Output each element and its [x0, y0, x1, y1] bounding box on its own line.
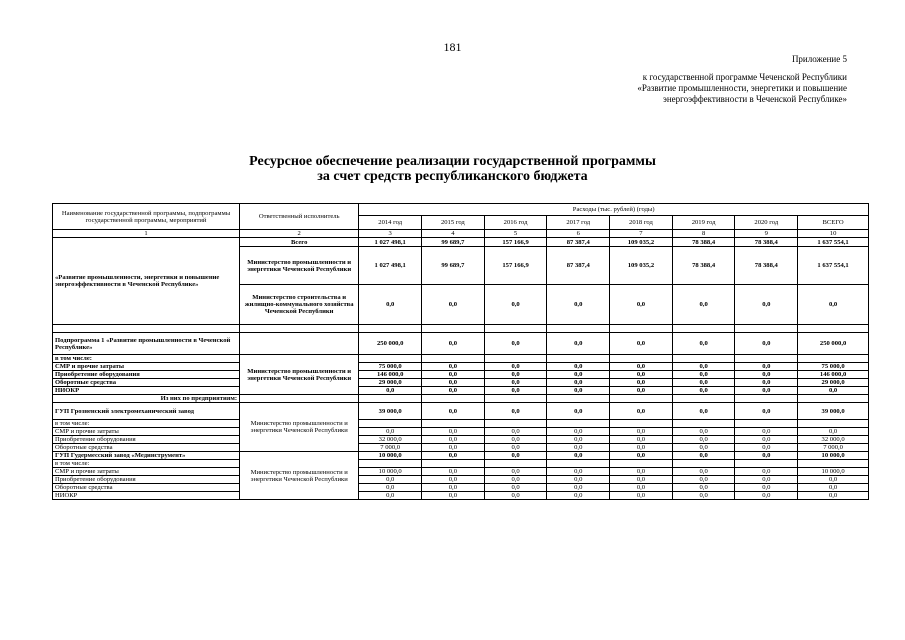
value-cell: 0,0: [610, 363, 673, 371]
value-cell: 0,0: [422, 379, 485, 387]
empty-cell: [547, 395, 610, 403]
value-cell: 0,0: [484, 371, 547, 379]
table-row: [53, 371, 869, 379]
value-cell: 78 388,4: [735, 238, 798, 247]
header-year: 2015 год: [422, 216, 485, 230]
value-cell: 250 000,0: [798, 333, 869, 355]
value-cell: 0,0: [484, 285, 547, 325]
column-number: 10: [798, 230, 869, 238]
column-number: 6: [547, 230, 610, 238]
table-row: [53, 379, 869, 387]
value-cell: [359, 460, 422, 468]
empty-cell: [422, 325, 485, 333]
row-name: Оборотные средства: [53, 484, 240, 492]
column-number: 5: [484, 230, 547, 238]
value-cell: 0,0: [547, 436, 610, 444]
value-cell: 0,0: [672, 403, 735, 420]
header-name: Наименование государственной программы, подпрограммы государственной программы, мероприятий: [53, 204, 240, 230]
value-cell: [735, 460, 798, 468]
value-cell: 0,0: [422, 371, 485, 379]
empty-cell: [240, 325, 359, 333]
empty-cell: [484, 325, 547, 333]
value-cell: 0,0: [422, 387, 485, 395]
value-cell: 0,0: [610, 387, 673, 395]
value-cell: 1 637 554,1: [798, 238, 869, 247]
empty-cell: [610, 325, 673, 333]
value-cell: 0,0: [422, 476, 485, 484]
column-number: 8: [672, 230, 735, 238]
value-cell: 0,0: [547, 403, 610, 420]
value-cell: [735, 355, 798, 363]
value-cell: [422, 420, 485, 428]
value-cell: 39 000,0: [798, 403, 869, 420]
value-cell: 0,0: [735, 333, 798, 355]
column-number: 1: [53, 230, 240, 238]
value-cell: 0,0: [547, 468, 610, 476]
value-cell: 78 388,4: [672, 247, 735, 285]
table-row: [53, 436, 869, 444]
value-cell: 10 000,0: [359, 452, 422, 460]
value-cell: 0,0: [484, 428, 547, 436]
value-cell: 0,0: [735, 363, 798, 371]
table-row: [53, 387, 869, 395]
value-cell: 0,0: [610, 468, 673, 476]
value-cell: 0,0: [422, 452, 485, 460]
value-cell: 0,0: [484, 492, 547, 500]
header-year: ВСЕГО: [798, 216, 869, 230]
title-line: Ресурсное обеспечение реализации государственной программы: [249, 154, 656, 169]
value-cell: 157 166,9: [484, 238, 547, 247]
appendix-subtitle: [527, 72, 847, 105]
value-cell: 0,0: [610, 379, 673, 387]
value-cell: 146 000,0: [359, 371, 422, 379]
value-cell: 0,0: [547, 452, 610, 460]
document-title: [0, 154, 905, 184]
value-cell: 1 027 498,1: [359, 238, 422, 247]
value-cell: [610, 420, 673, 428]
value-cell: 0,0: [422, 484, 485, 492]
executor-cell: Министерство строительства и жилищно-коммунального хозяйства Чеченской Республики: [240, 285, 359, 325]
value-cell: 29 000,0: [359, 379, 422, 387]
value-cell: 0,0: [672, 484, 735, 492]
value-cell: 0,0: [547, 285, 610, 325]
value-cell: [359, 355, 422, 363]
empty-cell: [735, 395, 798, 403]
value-cell: 0,0: [672, 285, 735, 325]
row-name: Приобретение оборудования: [53, 476, 240, 484]
value-cell: [484, 355, 547, 363]
value-cell: 78 388,4: [735, 247, 798, 285]
value-cell: 0,0: [547, 379, 610, 387]
value-cell: 32 000,0: [359, 436, 422, 444]
value-cell: 0,0: [359, 476, 422, 484]
value-cell: 0,0: [547, 428, 610, 436]
row-name: Оборотные средства: [53, 379, 240, 387]
value-cell: 0,0: [484, 476, 547, 484]
table-row: [53, 468, 869, 476]
value-cell: 0,0: [735, 484, 798, 492]
value-cell: 250 000,0: [359, 333, 422, 355]
value-cell: 0,0: [610, 333, 673, 355]
appendix-subtitle-line: «Развитие промышленности, энергетики и повышение: [637, 83, 847, 93]
page-number: 181: [443, 40, 462, 54]
value-cell: 0,0: [735, 468, 798, 476]
row-name: Приобретение оборудования: [53, 371, 240, 379]
value-cell: 0,0: [672, 363, 735, 371]
value-cell: 0,0: [610, 444, 673, 452]
value-cell: 0,0: [672, 387, 735, 395]
value-cell: 0,0: [672, 428, 735, 436]
value-cell: [359, 420, 422, 428]
value-cell: 0,0: [798, 476, 869, 484]
value-cell: 29 000,0: [798, 379, 869, 387]
value-cell: 0,0: [547, 371, 610, 379]
table-row: [53, 363, 869, 371]
value-cell: 0,0: [359, 484, 422, 492]
empty-cell: [484, 395, 547, 403]
table-row: [53, 420, 869, 428]
empty-cell: [672, 325, 735, 333]
row-name: НИОКР: [53, 387, 240, 395]
value-cell: 0,0: [422, 403, 485, 420]
value-cell: 146 000,0: [798, 371, 869, 379]
value-cell: 0,0: [484, 452, 547, 460]
value-cell: 0,0: [672, 379, 735, 387]
value-cell: 0,0: [735, 436, 798, 444]
row-name: в том числе:: [53, 420, 240, 428]
row-name: Подпрограмма 1 «Развитие промышленности в Чеченской Республике»: [53, 333, 240, 355]
value-cell: 0,0: [735, 492, 798, 500]
row-name: в том числе:: [53, 460, 240, 468]
value-cell: 0,0: [610, 484, 673, 492]
value-cell: 0,0: [547, 363, 610, 371]
row-name: ГУП Гудермесский завод «Мединструмент»: [53, 452, 240, 460]
column-number: 3: [359, 230, 422, 238]
value-cell: 1 637 554,1: [798, 247, 869, 285]
header-executor: Ответственный исполнитель: [240, 204, 359, 230]
title-line: за счет средств республиканского бюджета: [317, 169, 588, 184]
table-row: [53, 452, 869, 460]
value-cell: 0,0: [422, 492, 485, 500]
value-cell: 0,0: [672, 371, 735, 379]
value-cell: 0,0: [484, 387, 547, 395]
executor-cell: Министерство промышленности и энергетики Чеченской Республики: [240, 355, 359, 395]
value-cell: [798, 420, 869, 428]
value-cell: [547, 420, 610, 428]
value-cell: 39 000,0: [359, 403, 422, 420]
value-cell: 0,0: [735, 452, 798, 460]
executor-cell: Министерство промышленности и энергетики Чеченской Республики: [240, 452, 359, 500]
executor-cell: Всего: [240, 238, 359, 247]
row-name: СМР и прочие затраты: [53, 468, 240, 476]
value-cell: 32 000,0: [798, 436, 869, 444]
spacer-row: [53, 325, 869, 333]
header-year: 2019 год: [672, 216, 735, 230]
value-cell: 0,0: [422, 363, 485, 371]
value-cell: 109 035,2: [610, 247, 673, 285]
value-cell: 0,0: [610, 403, 673, 420]
value-cell: 1 027 498,1: [359, 247, 422, 285]
empty-cell: [672, 395, 735, 403]
value-cell: 10 000,0: [798, 452, 869, 460]
header-year: 2018 год: [610, 216, 673, 230]
value-cell: [484, 420, 547, 428]
value-cell: 0,0: [798, 285, 869, 325]
empty-cell: [240, 395, 359, 403]
header-year: 2017 год: [547, 216, 610, 230]
value-cell: 0,0: [672, 444, 735, 452]
empty-cell: [359, 395, 422, 403]
value-cell: 0,0: [359, 492, 422, 500]
value-cell: [484, 460, 547, 468]
value-cell: [422, 460, 485, 468]
executor-cell: Министерство промышленности и энергетики Чеченской Республики: [240, 403, 359, 452]
value-cell: 10 000,0: [359, 468, 422, 476]
row-name: СМР и прочие затраты: [53, 363, 240, 371]
value-cell: [610, 355, 673, 363]
value-cell: 0,0: [610, 285, 673, 325]
value-cell: 0,0: [735, 371, 798, 379]
value-cell: 0,0: [484, 484, 547, 492]
value-cell: 0,0: [735, 379, 798, 387]
value-cell: [735, 420, 798, 428]
value-cell: 0,0: [359, 428, 422, 436]
value-cell: 0,0: [484, 333, 547, 355]
empty-cell: [735, 325, 798, 333]
value-cell: 0,0: [422, 436, 485, 444]
value-cell: [672, 355, 735, 363]
header-year: 2020 год: [735, 216, 798, 230]
value-cell: 7 000,0: [798, 444, 869, 452]
value-cell: 0,0: [484, 379, 547, 387]
row-name: Приобретение оборудования: [53, 436, 240, 444]
value-cell: 0,0: [798, 387, 869, 395]
value-cell: 0,0: [672, 436, 735, 444]
value-cell: 87 387,4: [547, 238, 610, 247]
table-row: [53, 476, 869, 484]
appendix-subtitle-line: к государственной программе Чеченской Республики: [642, 72, 847, 82]
value-cell: 0,0: [610, 371, 673, 379]
row-name: ГУП Грозненский электромеханический завод: [53, 403, 240, 420]
value-cell: 99 689,7: [422, 247, 485, 285]
empty-cell: [547, 325, 610, 333]
column-number: 7: [610, 230, 673, 238]
column-number: 9: [735, 230, 798, 238]
row-name: Оборотные средства: [53, 444, 240, 452]
value-cell: 0,0: [610, 428, 673, 436]
value-cell: 0,0: [422, 468, 485, 476]
value-cell: 0,0: [359, 387, 422, 395]
value-cell: 0,0: [735, 387, 798, 395]
executor-cell: Министерство промышленности и энергетики Чеченской Республики: [240, 247, 359, 285]
table-row: [53, 428, 869, 436]
value-cell: 87 387,4: [547, 247, 610, 285]
value-cell: 0,0: [798, 428, 869, 436]
header-year: 2014 год: [359, 216, 422, 230]
table-row: [53, 403, 869, 420]
value-cell: 0,0: [610, 436, 673, 444]
value-cell: 0,0: [359, 285, 422, 325]
value-cell: 78 388,4: [672, 238, 735, 247]
value-cell: 75 000,0: [359, 363, 422, 371]
value-cell: 0,0: [735, 403, 798, 420]
table-row: [53, 333, 869, 355]
value-cell: 0,0: [735, 476, 798, 484]
value-cell: 0,0: [484, 403, 547, 420]
table-row: [53, 355, 869, 363]
value-cell: 0,0: [484, 444, 547, 452]
value-cell: 0,0: [735, 285, 798, 325]
value-cell: 0,0: [547, 387, 610, 395]
table-row: [53, 460, 869, 468]
value-cell: 0,0: [672, 492, 735, 500]
value-cell: 0,0: [735, 428, 798, 436]
empty-cell: [610, 395, 673, 403]
value-cell: 0,0: [484, 436, 547, 444]
program-name: «Развитие промышленности, энергетики и повышение энергоэффективности в Чеченской Республике»: [53, 238, 240, 325]
value-cell: 0,0: [798, 492, 869, 500]
appendix-subtitle-line: энергоэффективности в Чеченской Республике»: [663, 94, 847, 104]
row-name: в том числе:: [53, 355, 240, 363]
column-number: 2: [240, 230, 359, 238]
row-name: СМР и прочие затраты: [53, 428, 240, 436]
value-cell: 0,0: [798, 484, 869, 492]
table-row: [53, 484, 869, 492]
value-cell: 0,0: [422, 285, 485, 325]
value-cell: [798, 460, 869, 468]
value-cell: 0,0: [610, 476, 673, 484]
value-cell: 7 000,0: [359, 444, 422, 452]
resource-table: [52, 203, 869, 500]
value-cell: 0,0: [547, 333, 610, 355]
value-cell: 0,0: [672, 468, 735, 476]
value-cell: [547, 355, 610, 363]
value-cell: 10 000,0: [798, 468, 869, 476]
table-row: [53, 444, 869, 452]
column-number: 4: [422, 230, 485, 238]
value-cell: 0,0: [610, 492, 673, 500]
value-cell: 0,0: [547, 492, 610, 500]
empty-cell: [798, 395, 869, 403]
table-row: [53, 492, 869, 500]
value-cell: 0,0: [735, 444, 798, 452]
header-expenses: Расходы (тыс. рублей) (годы): [359, 204, 869, 216]
executor-cell: [240, 333, 359, 355]
value-cell: [422, 355, 485, 363]
value-cell: 109 035,2: [610, 238, 673, 247]
row-name: НИОКР: [53, 492, 240, 500]
value-cell: 0,0: [422, 444, 485, 452]
value-cell: 99 689,7: [422, 238, 485, 247]
value-cell: 157 166,9: [484, 247, 547, 285]
value-cell: 0,0: [610, 452, 673, 460]
value-cell: [610, 460, 673, 468]
value-cell: 0,0: [484, 363, 547, 371]
table-row: [53, 238, 869, 247]
value-cell: 0,0: [672, 333, 735, 355]
value-cell: 0,0: [672, 476, 735, 484]
header-year: 2016 год: [484, 216, 547, 230]
value-cell: 0,0: [547, 484, 610, 492]
table-row: [53, 395, 869, 403]
value-cell: 0,0: [422, 333, 485, 355]
value-cell: 0,0: [484, 468, 547, 476]
value-cell: [672, 460, 735, 468]
enterprises-label: Из них по предприятиям:: [53, 395, 240, 403]
value-cell: [672, 420, 735, 428]
value-cell: 0,0: [547, 444, 610, 452]
empty-cell: [422, 395, 485, 403]
value-cell: 0,0: [422, 428, 485, 436]
empty-cell: [53, 325, 240, 333]
value-cell: [798, 355, 869, 363]
empty-cell: [798, 325, 869, 333]
value-cell: 75 000,0: [798, 363, 869, 371]
value-cell: 0,0: [547, 476, 610, 484]
appendix-title: Приложение 5: [791, 54, 847, 64]
empty-cell: [359, 325, 422, 333]
value-cell: [547, 460, 610, 468]
value-cell: 0,0: [672, 452, 735, 460]
